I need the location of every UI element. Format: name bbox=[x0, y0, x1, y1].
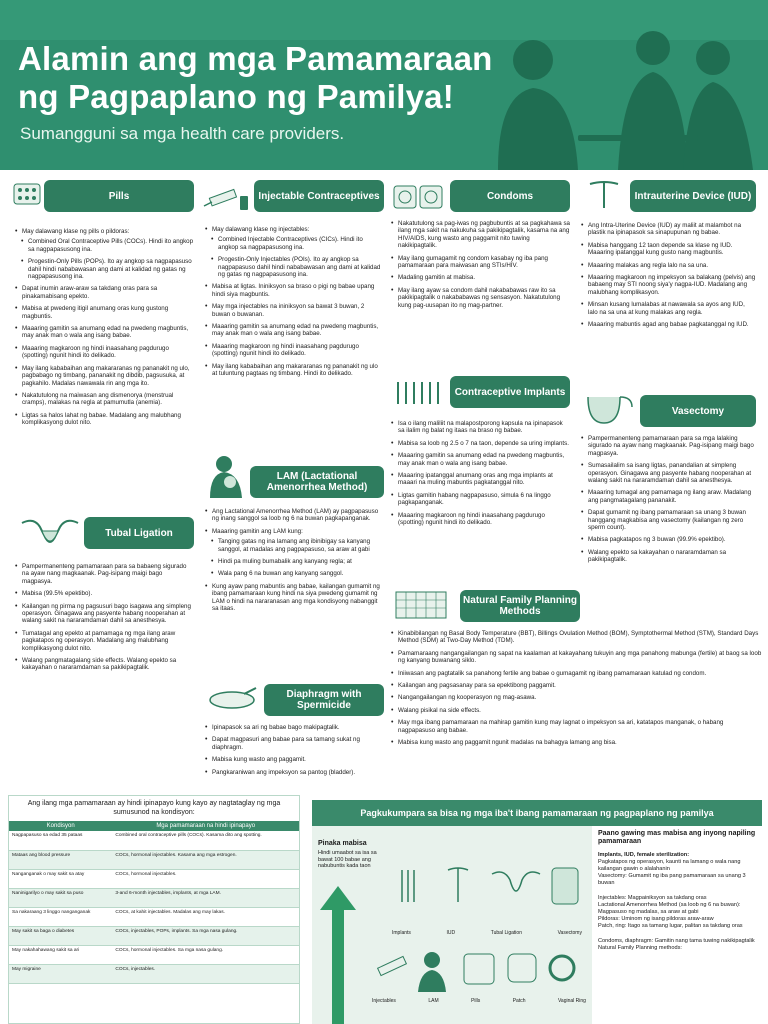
table-cell: 3-and 6-month injectables, implants, at mga LAM. bbox=[112, 888, 299, 907]
injectable-section bbox=[204, 180, 384, 383]
table-cell: Nanganganak o may sakit sa atay bbox=[9, 869, 112, 888]
nfp-list bbox=[390, 630, 762, 746]
list-item: • May ilang kababaihan ang makararanas ng pananakit ng ulo at tuluntung pagtaas ng timbang. Hindi ito delikado. bbox=[204, 363, 384, 378]
list-item: • Tanging gatas ng ina lamang ang ibinibigay sa kanyang sanggol, at madalas ang pagpapasuso, sa araw at gabi bbox=[204, 538, 384, 553]
table-cell: Nagpapasuso sa edad 35 pataas bbox=[9, 831, 112, 850]
list-item: • Pampermanenteng pamamaraan para sa babaeng sigurado na ayaw nang magkaanak. Pag-isipang maigi bago magpasya. bbox=[14, 563, 194, 585]
pills-title: Pills bbox=[108, 190, 130, 202]
vasectomy-heading bbox=[640, 395, 756, 427]
tips-heading: Paano gawing mas mabisa ang inyong napiling pamamaraan bbox=[598, 830, 756, 845]
table-caption: Ang ilang mga pamamaraan ay hindi ipinapayo kung kayo ay nagtataglay ng mga sumusunod na kondisyon: bbox=[27, 800, 281, 816]
implants-heading bbox=[450, 376, 570, 408]
condoms-list bbox=[390, 220, 570, 309]
method-label: Pills bbox=[471, 998, 481, 1004]
condoms-section bbox=[390, 180, 570, 314]
list-item: • Kinabibilangan ng Basal Body Temperature (BBT), Billings Ovulation Method (BOM), Symptothermal Method (STM), Standard Days Method (SDM) at Two-Day Method (TDM). bbox=[390, 630, 762, 645]
list-item: • Pampermanenteng pamamaraan para sa mga lalaking sigurado na ayaw nang magkaanak. Pag-isipang maigi bago magpasya. bbox=[580, 435, 756, 457]
list-item: • Tumatagal ang epekto at pamamaga ng mga ilang araw pagkatapos ng operasyon. Madalang ang malubhang komplikasyong dulot nito. bbox=[14, 630, 194, 652]
condoms-title: Condoms bbox=[486, 190, 534, 202]
vasectomy-title: Vasectomy bbox=[671, 405, 725, 417]
implants-list bbox=[390, 420, 570, 526]
list-item: • Progestin-Only Injectables (POIs). Ito ay angkop sa nagpapasuso dahil hindi nababawasan ang dami at kalidad ng gatas ng nagpapasusong ina. bbox=[204, 256, 384, 278]
list-item: • Sumasailalim sa isang ligtas, panandalian at simpleng operasyon. Ginagawa ang pasyente habang nooperahan at walang sakit na nararamdaman dahil sa anesthesya. bbox=[580, 462, 756, 484]
list-item: • Mabisa at ligtas. Ininiksyon sa braso o pigi ng babae upang hindi siya magbuntis. bbox=[204, 283, 384, 298]
uterus-icon bbox=[18, 513, 82, 553]
conditions-table bbox=[9, 821, 299, 984]
most-effective-desc: Hindi umaabot sa isa sa bawat 100 babae ang nabubuntis kada taon bbox=[318, 850, 377, 869]
table-cell: Mataas ang blood pressure bbox=[9, 850, 112, 869]
list-item: • Maaaring magkaroon ng hindi inaasahang pagdurugo (spotting) ngunit hindi ito delikado. bbox=[14, 345, 194, 360]
list-item: • Maaaring ipatanggal anumang oras ang mga implants at maaari na muling mabuntis pagkatanggal nito. bbox=[390, 472, 570, 487]
effectiveness-arrow-icon bbox=[318, 886, 358, 1024]
table-row bbox=[9, 907, 299, 926]
list-item: • Mabisa at pwedeng itigil anumang oras kung gustong magbuntis. bbox=[14, 305, 194, 320]
method-label: IUD bbox=[446, 930, 456, 936]
method-label: Tubal Ligation bbox=[490, 930, 522, 936]
pills-heading bbox=[44, 180, 194, 212]
implants-title: Contraceptive Implants bbox=[454, 386, 566, 398]
comparison-right bbox=[598, 830, 760, 952]
tip-line: Implants, IUD, female sterilization: bbox=[598, 852, 690, 858]
table-cell: May migraine bbox=[9, 964, 112, 983]
injectable-list-continued bbox=[204, 283, 384, 377]
pills-list-continued bbox=[14, 285, 194, 426]
calendar-icon bbox=[390, 586, 456, 622]
table-cell: May nakahahawang sakit sa ari bbox=[9, 945, 112, 964]
list-item: • Pamamaraang nangangailangan ng sapat na kaalaman at kakayahang tukuyin ang mga panahong mabunga (fertile) at baog sa loob ng kanyang buwanang siklo. bbox=[390, 650, 762, 665]
comparison-panel bbox=[312, 800, 762, 1024]
list-item: • Ligtas gamitin habang nagpapasuso, simula 6 na linggo pagkapanganak. bbox=[390, 492, 570, 507]
list-item: • May ilang ayaw sa condom dahil nakababawas raw ito sa pakikipagtalik o nakababawas ng sensasyon. Nakatutulong kung pag-uusapan ito ng mag-partner. bbox=[390, 287, 570, 309]
list-item: • Nangangailangan ng kooperasyon ng mag-asawa. bbox=[390, 694, 762, 701]
iud-device-icon bbox=[580, 178, 628, 214]
nfp-section bbox=[390, 590, 762, 751]
title-line-1: Alamin ang mga Pamamaraan bbox=[18, 40, 493, 77]
list-item: • Ipinapasok sa ari ng babae bago makipagtalik. bbox=[204, 724, 384, 731]
tubal-title: Tubal Ligation bbox=[105, 527, 173, 539]
list-item: • Ang Lactational Amenorrhea Method (LAM) ay pagpapasuso ng inang sanggol sa loob ng 6 na buwan pagkapanganak. bbox=[204, 508, 384, 523]
list-item: • Walang pangmatagalang side effects. Walang epekto sa kakayahan o nararamdaman sa pakikipagtalik. bbox=[14, 657, 194, 672]
lam-heading bbox=[250, 466, 384, 498]
nfp-heading bbox=[460, 590, 580, 622]
list-item: • Maaaring gamitin sa anumang edad na pwedeng magbuntis, may anak man o wala ang isang babae. bbox=[390, 452, 570, 467]
list-item: • May dalawang klase ng pills o pildoras: bbox=[14, 228, 194, 235]
table-cell: COCs, injectables. bbox=[112, 964, 299, 983]
table-cell: Combined oral contraceptive pills (COCs). Kasama dito ang spotting. bbox=[112, 831, 299, 850]
condoms-heading bbox=[450, 180, 570, 212]
list-item: • May mga ibang pamamaraan na mahirap gamitin kung may lagnat o impeksyon sa ari, katatapos manganak, o habang nagpapasuso ang babae. bbox=[390, 719, 762, 734]
list-item: • Nakatutulong sa pag-iwas ng pagbubuntis at sa pagkahawa sa ilang mga sakit na nakukuha sa pakikipagtalik, kasama na ang HIV/AIDS, kung wasto ang paggamit nito tuwing nakikipagtalik. bbox=[390, 220, 570, 250]
moderate-methods-icons bbox=[372, 946, 582, 992]
table-row bbox=[9, 888, 299, 907]
breastfeeding-icon bbox=[204, 452, 248, 498]
implant-rods-icon bbox=[390, 378, 448, 406]
tip-line: Pagkatapos ng operasyon, kaunti na lamang o wala nang kailangan gawin o alalahanin bbox=[598, 859, 741, 872]
list-item: • Maaaring gamitin ang LAM kung: bbox=[204, 528, 384, 535]
condom-icon bbox=[390, 182, 448, 210]
effective-methods-labels bbox=[392, 930, 582, 936]
column-header: Mga pamamaraan na hindi ipinapayo bbox=[112, 821, 299, 831]
method-label: Implants bbox=[392, 930, 411, 936]
list-item: • Combined Injectable Contraceptives (CICs). Hindi ito angkop sa nagpapasusong ina. bbox=[204, 236, 384, 251]
pills-section bbox=[14, 180, 194, 432]
tip-line: Condoms, diaphragm: Gamitin nang tama tuwing nakikipagtalik bbox=[598, 938, 755, 944]
list-item: • Maaaring magkaroon ng hindi inaasahang pagdurugo (spotting) ngunit hindi ito delikado. bbox=[390, 512, 570, 527]
title-line-2: ng Pagpaplano ng Pamilya! bbox=[18, 78, 454, 115]
pills-sublist bbox=[14, 238, 194, 280]
lam-section bbox=[204, 466, 384, 617]
page-title bbox=[18, 40, 493, 116]
table-cell: COCs, hormonal injectables. bbox=[112, 869, 299, 888]
table-header-row bbox=[9, 821, 299, 831]
implants-section bbox=[390, 376, 570, 531]
list-item: • May mga injectables na ininiksyon sa bawat 3 buwan, 2 buwan o buwanan. bbox=[204, 303, 384, 318]
table-row bbox=[9, 964, 299, 983]
table-row bbox=[9, 869, 299, 888]
list-item: • Maaaring malakas ang regla lalo na sa una. bbox=[580, 262, 756, 269]
list-item: • Hindi pa muling bumabalik ang kanyang regla; at bbox=[204, 558, 384, 565]
most-effective-label: Pinaka mabisa bbox=[318, 840, 367, 847]
table-row bbox=[9, 926, 299, 945]
diaphragm-section bbox=[204, 684, 384, 781]
table-row bbox=[9, 831, 299, 850]
effective-methods-icons bbox=[392, 860, 582, 910]
tubal-list bbox=[14, 563, 194, 672]
list-item: • Maaaring mabuntis agad ang babae pagkatanggal ng IUD. bbox=[580, 321, 756, 328]
diaphragm-heading bbox=[264, 684, 384, 716]
vasectomy-list bbox=[580, 435, 756, 564]
iud-heading bbox=[630, 180, 756, 212]
list-item: • May dalawang klase ng injectables: bbox=[204, 226, 384, 233]
table-cell: Naninigarilyo o may sakit sa puso bbox=[9, 888, 112, 907]
conditions-table-panel bbox=[8, 795, 300, 1024]
nfp-title: Natural Family Planning Methods bbox=[463, 595, 577, 617]
list-item: • May ilang gumagamit ng condom kasabay ng iba pang pamamaraan para maiwasan ang STIs/HIV. bbox=[390, 255, 570, 270]
table-cell: COCs, hormonal injectables. Sa mga nasa gulang. bbox=[112, 945, 299, 964]
tubal-section bbox=[14, 517, 194, 677]
moderate-methods-labels bbox=[372, 998, 586, 1004]
injectable-heading bbox=[254, 180, 384, 212]
injectable-list bbox=[204, 226, 384, 233]
list-item: • May ilang kababaihan ang makararanas ng pananakit ng ulo, pagbabago ng timbang, pananakit ng dibdib, pagsusuka, at pagkahilo. Madalas nawawala rin ang mga ito. bbox=[14, 365, 194, 387]
list-item: • Nakatutulong na maiwasan ang dismenorya (menstrual cramps), malakas na regla at pamumutla (anemia). bbox=[14, 392, 194, 407]
vasectomy-section bbox=[580, 395, 756, 569]
pill-pack-icon bbox=[12, 180, 42, 208]
list-item: • Mabisa sa loob ng 2.5 o 7 na taon, depende sa uring implants. bbox=[390, 440, 570, 447]
list-item: • Minsan kusang lumalabas at nawawala sa ayos ang IUD, lalo na sa una at kung malakas ang regla. bbox=[580, 301, 756, 316]
lam-list-continued bbox=[204, 583, 384, 613]
consultation-silhouette-icon bbox=[478, 20, 768, 170]
lam-list bbox=[204, 508, 384, 535]
method-label: LAM bbox=[428, 998, 439, 1004]
list-item: • Ang Intra-Uterine Device (IUD) ay maliit at malambot na plastik na ipinapasok sa sinapupunan ng babae. bbox=[580, 222, 756, 237]
column-header: Kondisyon bbox=[9, 821, 112, 831]
list-item: • Maaaring tumagal ang pamamaga ng ilang araw. Madalang ang pangmatagalang pananakit. bbox=[580, 489, 756, 504]
list-item: • Kailangan ang pagsasanay para sa epektibong paggamit. bbox=[390, 682, 762, 689]
iud-section bbox=[580, 180, 756, 333]
table-cell: COCs, hormonal injectables. Kasama ang mga estrogen. bbox=[112, 850, 299, 869]
list-item: • Kailangan ng pirma ng pagsusuri bago isagawa ang simpleng operasyon. Ginagawa ang pasyente habang nooperahan at walang sakit na nararamdaman dahil sa anesthesya. bbox=[14, 603, 194, 625]
tip-line: Natural Family Planning methods: bbox=[598, 945, 682, 951]
diaphragm-icon bbox=[204, 686, 262, 714]
method-label: Vaginal Ring bbox=[557, 998, 586, 1004]
list-item: • Maaaring gamitin sa anumang edad na pwedeng magbuntis, may anak man o wala ang isang babae. bbox=[204, 323, 384, 338]
table-cell: Sa nakaraang 3 linggo nanganganak bbox=[9, 907, 112, 926]
list-item: • Wala pang 6 na buwan ang kanyang sanggol. bbox=[204, 570, 384, 577]
table-row bbox=[9, 850, 299, 869]
list-item: • Progestin-Only Pills (POPs). Ito ay angkop sa nagpapasuso dahil hindi nababawasan ang dami at kalidad ng gatas ng nagpapasusong ina. bbox=[14, 258, 194, 280]
list-item: • Mabisa pagkatapos ng 3 buwan (99.9% epektibo). bbox=[580, 536, 756, 543]
list-item: • Dapat magpasuri ang babae para sa tamang sukat ng diaphragm. bbox=[204, 736, 384, 751]
lam-title: LAM (Lactational Amenorrhea Method) bbox=[266, 471, 368, 493]
comparison-left bbox=[312, 826, 592, 1024]
table-cell: COCs, injectables, POPs, implants. Sa mga nasa gulang. bbox=[112, 926, 299, 945]
list-item: • Madaling gamitin at mabisa. bbox=[390, 274, 570, 281]
diaphragm-list bbox=[204, 724, 384, 776]
iud-list bbox=[580, 222, 756, 328]
syringe-icon bbox=[202, 184, 252, 214]
list-item: • Maaaring gamitin sa anumang edad na pwedeng magbuntis, may anak man o wala ang isang babae. bbox=[14, 325, 194, 340]
list-item: • Pangkaraniwan ang impeksyon sa pantog (bladder). bbox=[204, 769, 384, 776]
list-item: • Kung ayaw pang mabuntis ang babae, kailangan gumamit ng ibang pamamaraan kung hindi na siya pwedeng gumamit ng LAM o hindi na nararanasan ang mga kondisyong nabanggit sa itaas. bbox=[204, 583, 384, 613]
diaphragm-title: Diaphragm with Spermicide bbox=[286, 689, 362, 711]
list-item: • Walang epekto sa kakayahan o nararamdaman sa pakikipagtalik. bbox=[580, 549, 756, 564]
table-cell: COCs, at kahit injectables. Madalas ang may lakas. bbox=[112, 907, 299, 926]
list-item: • Dapat gumamit ng ibang pamamaraan sa unang 3 buwan hanggang magkabisa ang vasectomy (kailangan ng zero sperm count). bbox=[580, 509, 756, 531]
pills-list bbox=[14, 228, 194, 235]
lam-sublist bbox=[204, 538, 384, 578]
list-item: • Isa o ilang maliliit na malapostporong kapsula na ipinapasok sa ilalim ng balat ng itaas na braso ng babae. bbox=[390, 420, 570, 435]
tip-line: Vasectomy: Gumamit ng iba pang pamamaraan sa unang 3 buwan bbox=[598, 873, 746, 886]
tubal-heading bbox=[84, 517, 194, 549]
list-item: • Maaaring magkaroon ng impeksyon sa balakang (pelvis) ang babaeng may STI noong siya'y nagpa-IUD. Madalang ang malubhang komplikasyon. bbox=[580, 274, 756, 296]
header-banner bbox=[0, 0, 768, 170]
list-item: • Iniiwasan ang pagtatalik sa panahong fertile ang babae o gumagamit ng ibang pamamaraan katulad ng condom. bbox=[390, 670, 762, 677]
iud-title: Intrauterine Device (IUD) bbox=[634, 190, 752, 202]
method-label: Injectables bbox=[372, 998, 396, 1004]
list-item: • Mabisa kung wasto ang paggamit ngunit madalas na bahagya lamang ang bisa. bbox=[390, 739, 762, 746]
table-row bbox=[9, 945, 299, 964]
list-item: • Dapat inumin araw-araw sa takdang oras para sa pinakamabisang epekto. bbox=[14, 285, 194, 300]
method-label: Patch bbox=[512, 998, 526, 1004]
list-item: • Mabisa kung wasto ang paggamit. bbox=[204, 756, 384, 763]
tip-line: Patch, ring: Itago sa tamang lugar, palitan sa takdang oras bbox=[598, 923, 743, 929]
injectable-title: Injectable Contraceptives bbox=[258, 190, 380, 202]
list-item: • Combined Oral Contraceptive Pills (COCs). Hindi ito angkop sa nagpapasusong ina. bbox=[14, 238, 194, 253]
comparison-title: Pagkukumpara sa bisa ng mga iba't ibang pamamaraan ng pagpaplano ng pamilya bbox=[312, 800, 762, 826]
tip-line: Lactational Amenorrhea Method (sa loob ng 6 na buwan): Magpasuso ng madalas, sa araw at gabi bbox=[598, 902, 741, 915]
list-item: • Walang pisikal na side effects. bbox=[390, 707, 762, 714]
method-label: Vasectomy bbox=[557, 930, 582, 936]
table-cell: May sakit sa baga o diabetes bbox=[9, 926, 112, 945]
injectable-sublist bbox=[204, 236, 384, 278]
page-subtitle: Sumangguni sa mga health care providers. bbox=[20, 124, 345, 143]
male-anatomy-icon bbox=[580, 389, 638, 429]
list-item: • Mabisa hanggang 12 taon depende sa klase ng IUD. Maaaring ipatanggal kung gusto nang magbuntis. bbox=[580, 242, 756, 257]
list-item: • Maaaring magkaroon ng hindi inaasahang pagdurugo (spotting) ngunit hindi ito delikado. bbox=[204, 343, 384, 358]
tip-line: Injectables: Magpainiksyon sa takdang oras bbox=[598, 895, 707, 901]
list-item: • Ligtas sa halos lahat ng babae. Madalang ang malubhang komplikasyong dulot nito. bbox=[14, 412, 194, 427]
list-item: • Mabisa (99.5% epektibo). bbox=[14, 590, 194, 597]
tip-line: Pildoras: Uminom ng isang pildoras araw-araw bbox=[598, 916, 714, 922]
